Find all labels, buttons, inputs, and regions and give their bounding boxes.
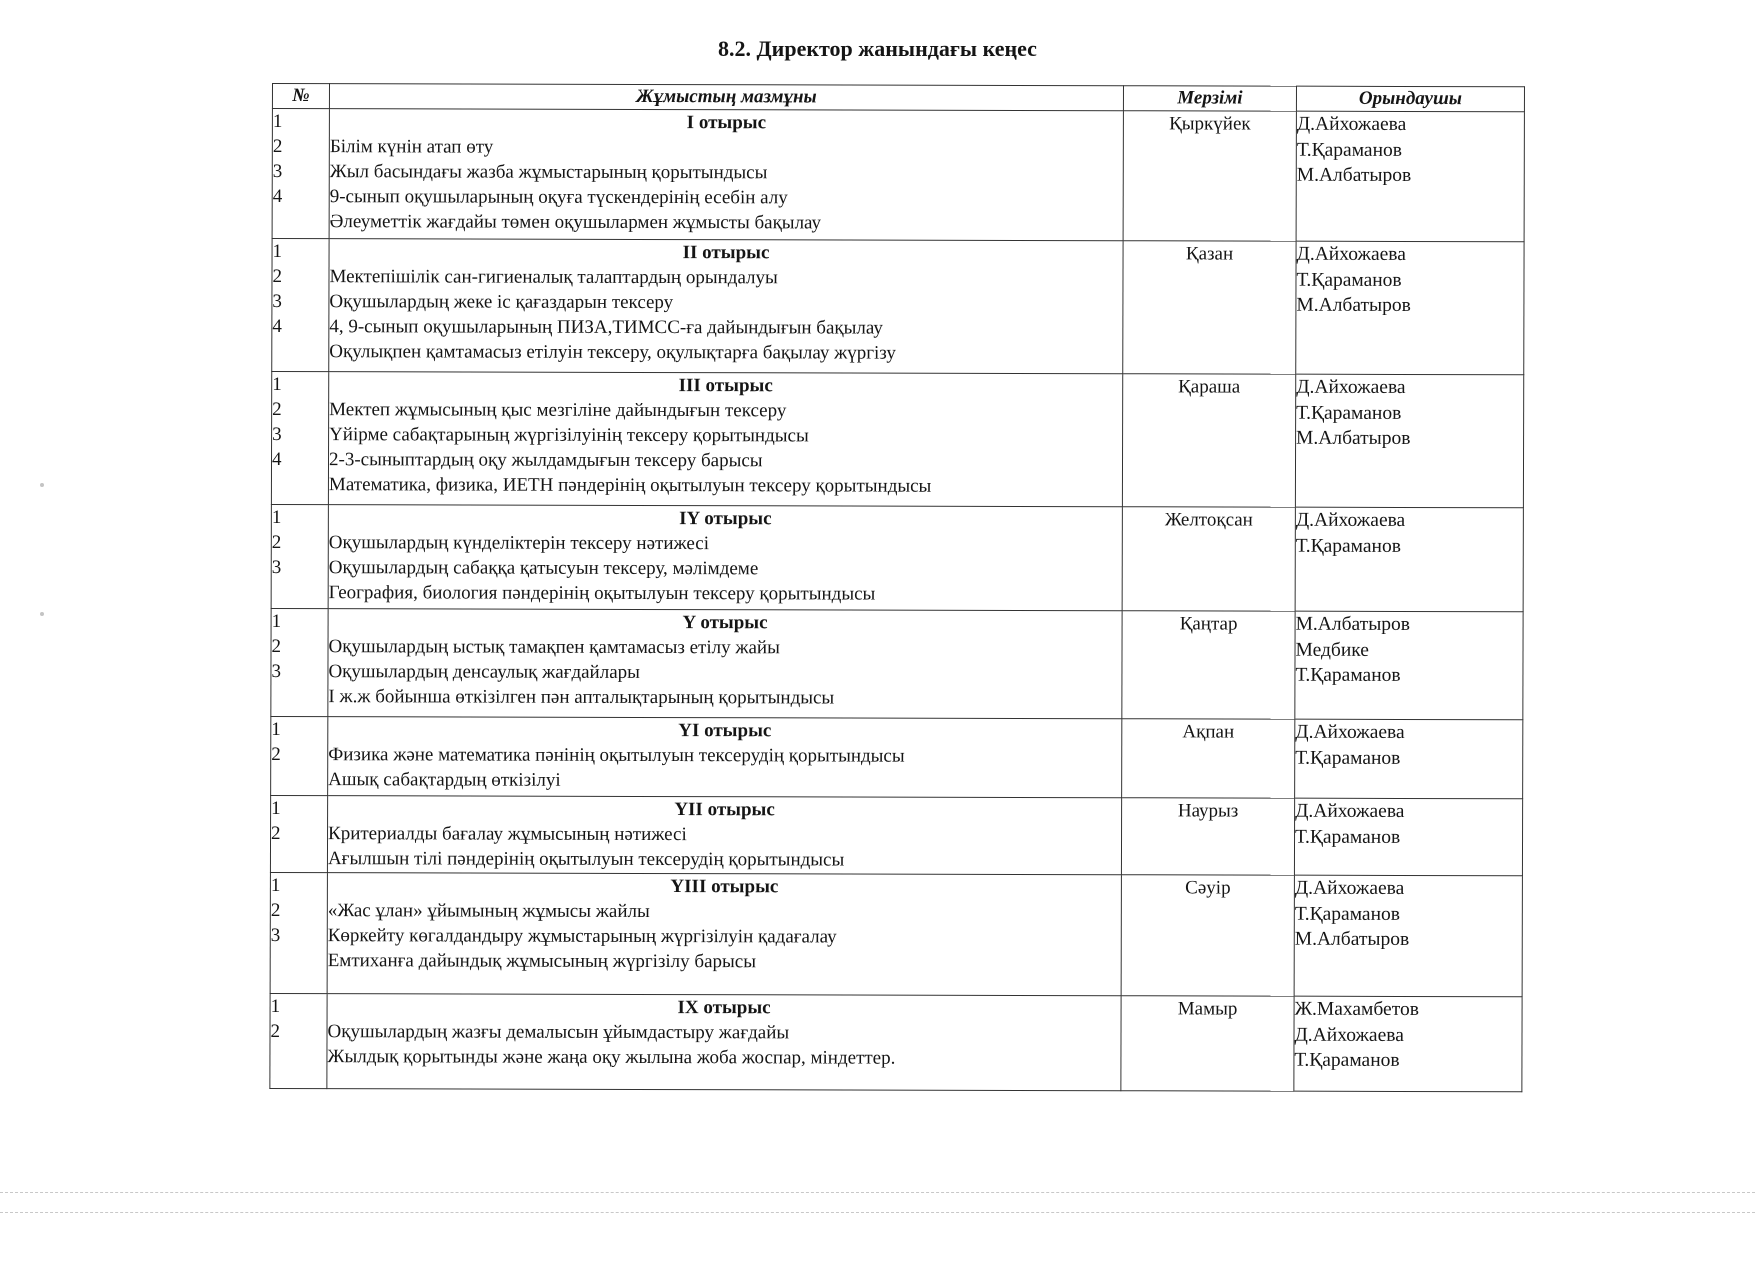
item-number: 1 — [272, 241, 283, 263]
session-title: IX отырыс — [677, 997, 771, 1019]
work-item: 4, 9-сынып оқушыларының ПИЗА,ТИМСС-ға дайындығын бақылау — [329, 316, 883, 339]
session-term-cell: Мамыр — [1121, 996, 1294, 1091]
session-title: IY отырыс — [679, 508, 772, 530]
session-term-cell: Қазан — [1123, 241, 1296, 374]
executor-name: Д.Айхожаева — [1296, 113, 1407, 135]
work-item: Ашық сабақтардың өткізілуі — [328, 769, 561, 791]
item-number: 1 — [270, 874, 281, 897]
session-numbers-cell — [270, 795, 327, 872]
session-row — [270, 872, 1522, 996]
session-content-cell — [327, 873, 1121, 996]
item-number: 1 — [271, 507, 282, 529]
executor-name: Д.Айхожаева — [1294, 1024, 1404, 1046]
session-row — [271, 372, 1523, 508]
session-row — [271, 504, 1523, 611]
table-body — [270, 109, 1525, 1092]
executor-name: Т.Қараманов — [1294, 1049, 1400, 1071]
session-term-cell: Қаңтар — [1122, 611, 1295, 719]
session-row — [272, 109, 1524, 242]
item-number: 3 — [272, 291, 282, 313]
session-title: Y отырыс — [682, 612, 768, 634]
session-numbers-cell — [272, 239, 329, 372]
scan-speck — [40, 483, 44, 487]
executor-name: Д.Айхожаева — [1296, 243, 1406, 265]
session-term-cell: Ақпан — [1122, 719, 1295, 798]
session-content-cell — [328, 717, 1122, 798]
executor-name: Ж.Махамбетов — [1294, 998, 1419, 1021]
session-content-cell — [328, 505, 1122, 611]
work-item: Жыл басындағы жазба жұмыстарының қорытындысы — [329, 161, 768, 184]
executor-name: Т.Қараманов — [1296, 269, 1402, 291]
session-title: III отырыс — [678, 375, 773, 397]
executor-name: Д.Айхожаева — [1294, 877, 1405, 899]
item-number: 4 — [272, 316, 282, 338]
work-item: Әлеуметтік жағдайы төмен оқушылармен жұмысты бақылау — [329, 211, 822, 234]
executor-name: М.Албатыров — [1296, 294, 1411, 316]
work-item: 2-3-сыныптардың оқу жылдамдығын тексеру барысы — [328, 449, 763, 472]
item-number: 3 — [270, 924, 281, 947]
executor-name: Д.Айхожаева — [1296, 376, 1406, 398]
work-item: Оқушылардың күнделіктерін тексеру нәтижесі — [328, 532, 710, 555]
session-content-cell — [329, 239, 1123, 374]
session-row — [271, 716, 1523, 798]
work-item: География, биология пәндерінің оқытылуын тексеру қорытындысы — [328, 582, 876, 605]
session-executors-cell — [1295, 611, 1523, 720]
header-content: Жұмыстың мазмұны — [329, 84, 1123, 111]
work-item: Математика, физика, ИЕТН пәндерінің оқытылуын тексеру қорытындысы — [328, 474, 932, 497]
item-number: 2 — [271, 744, 281, 766]
executor-name: М.Албатыров — [1295, 613, 1411, 635]
session-title: YI отырыс — [678, 720, 772, 742]
work-item: Мектепішілік сан-гигиеналық талаптардың орындалуы — [329, 266, 778, 289]
session-executors-cell — [1294, 875, 1522, 997]
session-executors-cell — [1295, 507, 1523, 612]
executor-name: Т.Қараманов — [1296, 402, 1402, 424]
scan-artifact-line — [0, 1212, 1755, 1213]
item-number: 2 — [272, 399, 282, 421]
item-number: 4 — [272, 186, 283, 208]
session-term-cell: Қыркүйек — [1123, 111, 1296, 241]
item-number: 2 — [270, 1020, 281, 1043]
work-item: І ж.ж бойынша өткізілген пән апталықтарының қорытындысы — [328, 686, 835, 709]
session-title: YII отырыс — [674, 799, 775, 821]
item-number: 2 — [270, 899, 281, 922]
executor-name: Т.Қараманов — [1295, 826, 1401, 848]
session-numbers-cell — [270, 872, 327, 993]
session-executors-cell — [1294, 798, 1522, 876]
item-number: 1 — [271, 798, 281, 820]
session-content-cell — [327, 796, 1121, 875]
item-number: 3 — [272, 161, 283, 183]
work-item: Оқушылардың ыстық тамақпен қамтамасыз етілу жайы — [328, 636, 780, 659]
session-content-cell — [328, 609, 1122, 719]
work-item: Оқулықпен қамтамасыз етілуін тексеру, оқулықтарға бақылау жүргізу — [329, 341, 896, 364]
item-number: 3 — [272, 424, 282, 446]
executor-name: М.Албатыров — [1296, 427, 1411, 449]
session-executors-cell — [1296, 241, 1524, 375]
session-row — [272, 239, 1524, 375]
work-item: Оқушылардың сабаққа қатысуын тексеру, мәлімдеме — [328, 557, 759, 580]
session-row — [270, 993, 1522, 1091]
session-term-cell: Желтоқсан — [1122, 507, 1295, 611]
session-executors-cell — [1295, 719, 1523, 799]
session-title: YIII отырыс — [670, 876, 779, 898]
item-number: 1 — [271, 719, 281, 741]
session-row — [270, 795, 1522, 875]
item-number: 1 — [270, 995, 281, 1018]
work-item: «Жас ұлан» ұйымының жұмысы жайлы — [327, 900, 650, 922]
session-numbers-cell — [271, 608, 328, 716]
executor-name: Д.Айхожаева — [1295, 509, 1406, 531]
work-item: Критериалды бағалау жұмысының нәтижесі — [328, 823, 687, 846]
session-numbers-cell — [271, 372, 328, 505]
item-number: 1 — [272, 374, 282, 396]
executor-name: Д.Айхожаева — [1295, 721, 1405, 743]
item-number: 3 — [271, 661, 281, 683]
session-term-cell: Қараша — [1122, 374, 1295, 507]
session-executors-cell — [1295, 374, 1523, 508]
session-content-cell — [328, 372, 1122, 507]
session-numbers-cell — [271, 504, 328, 608]
table-header-row — [272, 84, 1524, 112]
executor-name: Т.Қараманов — [1295, 747, 1401, 769]
council-plan-table — [269, 83, 1525, 1092]
header-term: Мерзімі — [1123, 86, 1296, 111]
work-item: Оқушылардың денсаулық жағдайлары — [328, 661, 640, 683]
session-executors-cell — [1296, 111, 1524, 242]
executor-name: Т.Қараманов — [1295, 664, 1401, 686]
session-title: I отырыс — [686, 112, 767, 134]
work-item: Мектеп жұмысының қыс мезгіліне дайындығын тексеру — [329, 399, 787, 422]
session-numbers-cell — [270, 993, 327, 1088]
session-executors-cell — [1294, 996, 1522, 1092]
work-item: Үйірме сабақтарының жүргізілуінің тексеру қорытындысы — [329, 424, 809, 447]
executor-name: Т.Қараманов — [1296, 139, 1403, 161]
executor-name: Медбике — [1295, 639, 1369, 661]
work-item: Емтиханға дайындық жұмысының жүргізілу барысы — [327, 950, 757, 973]
header-num: № — [272, 84, 329, 109]
item-number: 2 — [272, 136, 283, 158]
work-item: Жылдық қорытынды және жаңа оқу жылына жоба жоспар, міндеттер. — [327, 1046, 896, 1069]
session-numbers-cell — [271, 716, 328, 795]
work-item: Оқушылардың жазғы демалысын ұйымдастыру жағдайы — [327, 1021, 790, 1044]
executor-name: М.Албатыров — [1294, 928, 1410, 950]
header-executor: Орындаушы — [1296, 86, 1524, 112]
session-term-cell: Наурыз — [1121, 798, 1294, 875]
work-item: Көркейту көгалдандыру жұмыстарының жүргізілуін қадағалау — [327, 925, 837, 948]
executor-name: Т.Қараманов — [1295, 535, 1401, 557]
executor-name: Т.Қараманов — [1294, 903, 1401, 925]
item-number: 1 — [271, 611, 282, 633]
scan-artifact-line — [0, 1192, 1755, 1193]
executor-name: М.Албатыров — [1296, 164, 1412, 186]
item-number: 3 — [271, 557, 282, 579]
work-item: Білім күнін атап өту — [329, 136, 494, 158]
session-numbers-cell — [272, 109, 329, 239]
item-number: 2 — [271, 532, 282, 554]
session-content-cell — [327, 994, 1121, 1091]
work-item: Физика және математика пәнінің оқытылуын тексерудің қорытындысы — [328, 744, 905, 767]
page-title: 8.2. Директор жанындағы кеңес — [718, 36, 1037, 61]
session-title: II отырыс — [682, 242, 770, 264]
session-row — [271, 608, 1523, 719]
work-item: Ағылшын тілі пәндерінің оқытылуын тексерудің қорытындысы — [327, 848, 845, 871]
session-term-cell: Сәуір — [1121, 875, 1294, 996]
scan-speck — [40, 612, 44, 616]
executor-name: Д.Айхожаева — [1295, 800, 1405, 822]
work-item: 9-сынып оқушыларының оқуға түскендерінің есебін алу — [329, 186, 788, 209]
item-number: 2 — [272, 266, 283, 288]
item-number: 2 — [271, 823, 281, 845]
session-content-cell — [329, 109, 1123, 241]
item-number: 1 — [272, 111, 283, 133]
work-item: Оқушылардың жеке іс қағаздарын тексеру — [329, 291, 674, 314]
item-number: 2 — [271, 636, 282, 658]
item-number: 4 — [271, 449, 282, 471]
